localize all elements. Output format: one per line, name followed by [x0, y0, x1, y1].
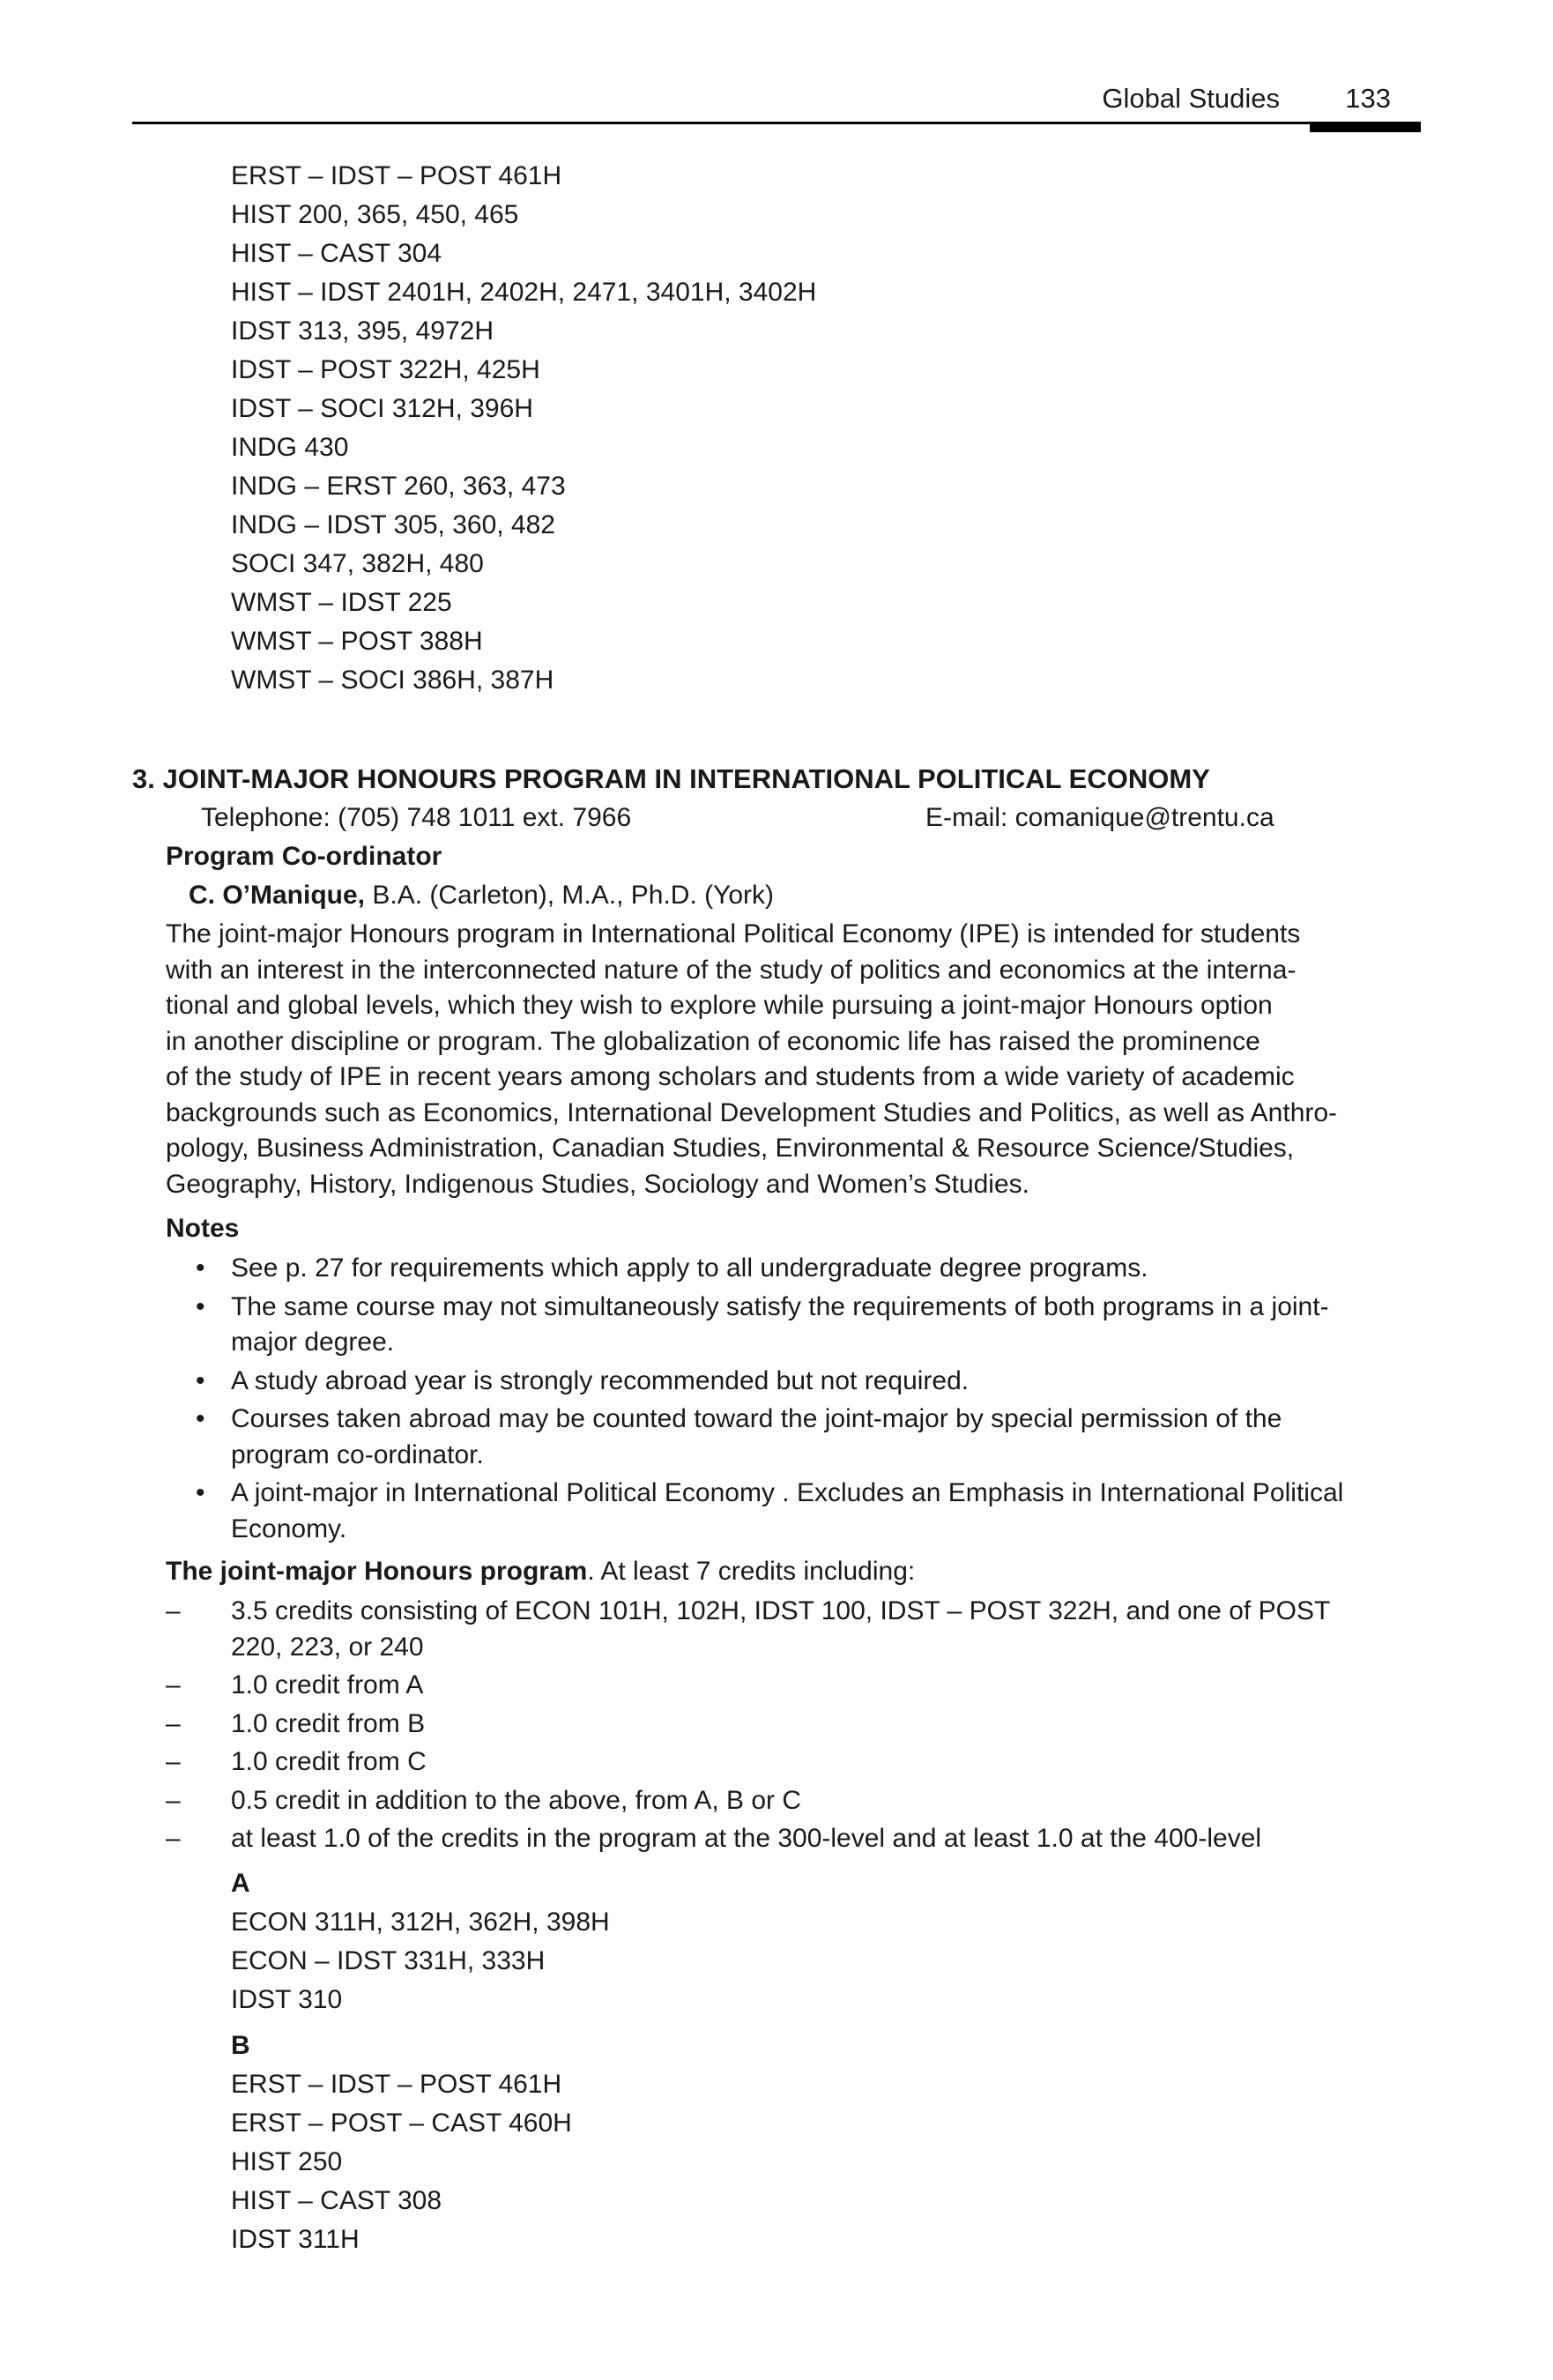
course-line: HIST 250 [231, 2146, 343, 2176]
list-item [166, 1251, 1419, 1287]
description-line: pology, Business Administration, Canadian Studies, Environmental & Resource Science/Studies, [166, 1134, 1295, 1163]
coordinator-name: C. O’Manique, [189, 881, 366, 910]
note-text: A joint-major in International Political Economy . Excludes an Emphasis in International Political [231, 1478, 1344, 1507]
list-item [166, 1821, 1419, 1857]
bullet: • [196, 1291, 205, 1321]
requirements-list [166, 1594, 1419, 1857]
coordinator-label: Program Co-ordinator [166, 842, 442, 871]
list-item [166, 1707, 1419, 1743]
dash: – [166, 1747, 181, 1776]
description-line: with an interest in the interconnected nature of the study of politics and economics at the interna- [166, 955, 1297, 985]
course-line: IDST 310 [231, 1984, 343, 2014]
course-groups [231, 1864, 1419, 2259]
list-item [166, 1364, 1419, 1400]
running-head-title: Global Studies [1102, 83, 1280, 114]
course-line: IDST 311H [231, 2224, 360, 2254]
course-line: INDG – IDST 305, 360, 482 [231, 510, 555, 539]
bullet: • [196, 1365, 205, 1395]
description-line: backgrounds such as Economics, International Development Studies and Politics, as well as Anthro- [166, 1097, 1338, 1127]
requirement-text: 1.0 credit from A [231, 1670, 424, 1699]
course-line: HIST – CAST 308 [231, 2185, 442, 2215]
course-list-top [231, 157, 816, 700]
list-item [166, 1668, 1419, 1704]
course-line: IDST – SOCI 312H, 396H [231, 394, 533, 423]
course-line: IDST 313, 395, 4972H [231, 316, 494, 346]
program-requirements-intro [166, 1552, 1419, 1591]
coordinator [189, 876, 1419, 915]
description-line: in another discipline or program. The globalization of economic life has raised the prominence [166, 1026, 1260, 1056]
course-line: INDG – ERST 260, 363, 473 [231, 472, 566, 501]
list-item [166, 1744, 1419, 1781]
course-line: ERST – POST – CAST 460H [231, 2108, 572, 2138]
dash: – [166, 1708, 181, 1738]
description-line: of the study of IPE in recent years among scholars and students from a wide variety of academic [166, 1062, 1295, 1091]
group-a-label: A [231, 1868, 250, 1898]
email: E-mail: comanique@trentu.ca [925, 803, 1274, 832]
note-text: See p. 27 for requirements which apply to all undergraduate degree programs. [231, 1253, 1148, 1283]
note-text: major degree. [231, 1328, 395, 1357]
list-item [166, 1290, 1419, 1361]
section-ipe-program [132, 760, 1419, 2259]
course-line: HIST – CAST 304 [231, 239, 442, 268]
course-line: ERST – IDST – POST 461H [231, 161, 562, 190]
telephone: Telephone: (705) 748 1011 ext. 7966 [201, 803, 632, 832]
course-line: IDST – POST 322H, 425H [231, 355, 540, 384]
notes-list [166, 1251, 1419, 1547]
page-number: 133 [1345, 83, 1391, 114]
bullet: • [196, 1478, 205, 1507]
dash: – [166, 1785, 181, 1815]
description-line: tional and global levels, which they wish to explore while pursuing a joint-major Honours option [166, 991, 1273, 1020]
requirement-text: 0.5 credit in addition to the above, from A, B or C [231, 1785, 802, 1815]
dash: – [166, 1824, 181, 1853]
dash: – [166, 1670, 181, 1699]
requirement-text: at least 1.0 of the credits in the program at the 300-level and at least 1.0 at the 400-level [231, 1824, 1262, 1853]
dash: – [166, 1596, 181, 1625]
course-line: ECON – IDST 331H, 333H [231, 1945, 546, 1975]
notes-label: Notes [166, 1214, 240, 1243]
course-line: HIST – IDST 2401H, 2402H, 2471, 3401H, 3402H [231, 278, 817, 307]
header-rule [132, 122, 1421, 124]
list-item [166, 1594, 1419, 1665]
section-heading: 3. JOINT-MAJOR HONOURS PROGRAM IN INTERNATIONAL POLITICAL ECONOMY [132, 763, 1210, 794]
note-text: program co-ordinator. [231, 1439, 484, 1469]
note-text: The same course may not simultaneously satisfy the requirements of both programs in a joint- [231, 1291, 1329, 1321]
list-item [166, 1783, 1419, 1819]
note-text: Economy. [231, 1514, 347, 1543]
requirement-text: 1.0 credit from B [231, 1708, 426, 1738]
list-item [166, 1476, 1419, 1547]
course-line: WMST – POST 388H [231, 627, 483, 656]
course-line: INDG 430 [231, 433, 349, 462]
requirement-text: 3.5 credits consisting of ECON 101H, 102H, IDST 100, IDST – POST 322H, and one of POST [231, 1596, 1331, 1625]
course-line: ECON 311H, 312H, 362H, 398H [231, 1907, 610, 1937]
course-line: SOCI 347, 382H, 480 [231, 549, 484, 578]
program-label: The joint-major Honours program [166, 1557, 588, 1586]
page-header [132, 76, 1421, 132]
requirement-text: 220, 223, or 240 [231, 1632, 424, 1662]
program-text: . At least 7 credits including: [587, 1557, 916, 1586]
description-line: The joint-major Honours program in International Political Economy (IPE) is intended for students [166, 919, 1301, 948]
coordinator-degrees: B.A. (Carleton), M.A., Ph.D. (York) [365, 881, 775, 910]
contact-line [201, 799, 1419, 837]
bullet: • [196, 1404, 205, 1433]
note-text: Courses taken abroad may be counted toward the joint-major by special permission of the [231, 1404, 1282, 1433]
bullet: • [196, 1253, 205, 1283]
program-description [166, 917, 1419, 1202]
header-tab-bar [1310, 122, 1421, 132]
course-line: WMST – IDST 225 [231, 588, 452, 617]
note-text: A study abroad year is strongly recommended but not required. [231, 1365, 970, 1395]
list-item [166, 1402, 1419, 1473]
course-line: HIST 200, 365, 450, 465 [231, 200, 519, 229]
group-b-label: B [231, 2030, 250, 2060]
requirement-text: 1.0 credit from C [231, 1747, 427, 1776]
description-line: Geography, History, Indigenous Studies, Sociology and Women’s Studies. [166, 1169, 1029, 1199]
course-line: ERST – IDST – POST 461H [231, 2069, 562, 2099]
course-line: WMST – SOCI 386H, 387H [231, 666, 554, 695]
